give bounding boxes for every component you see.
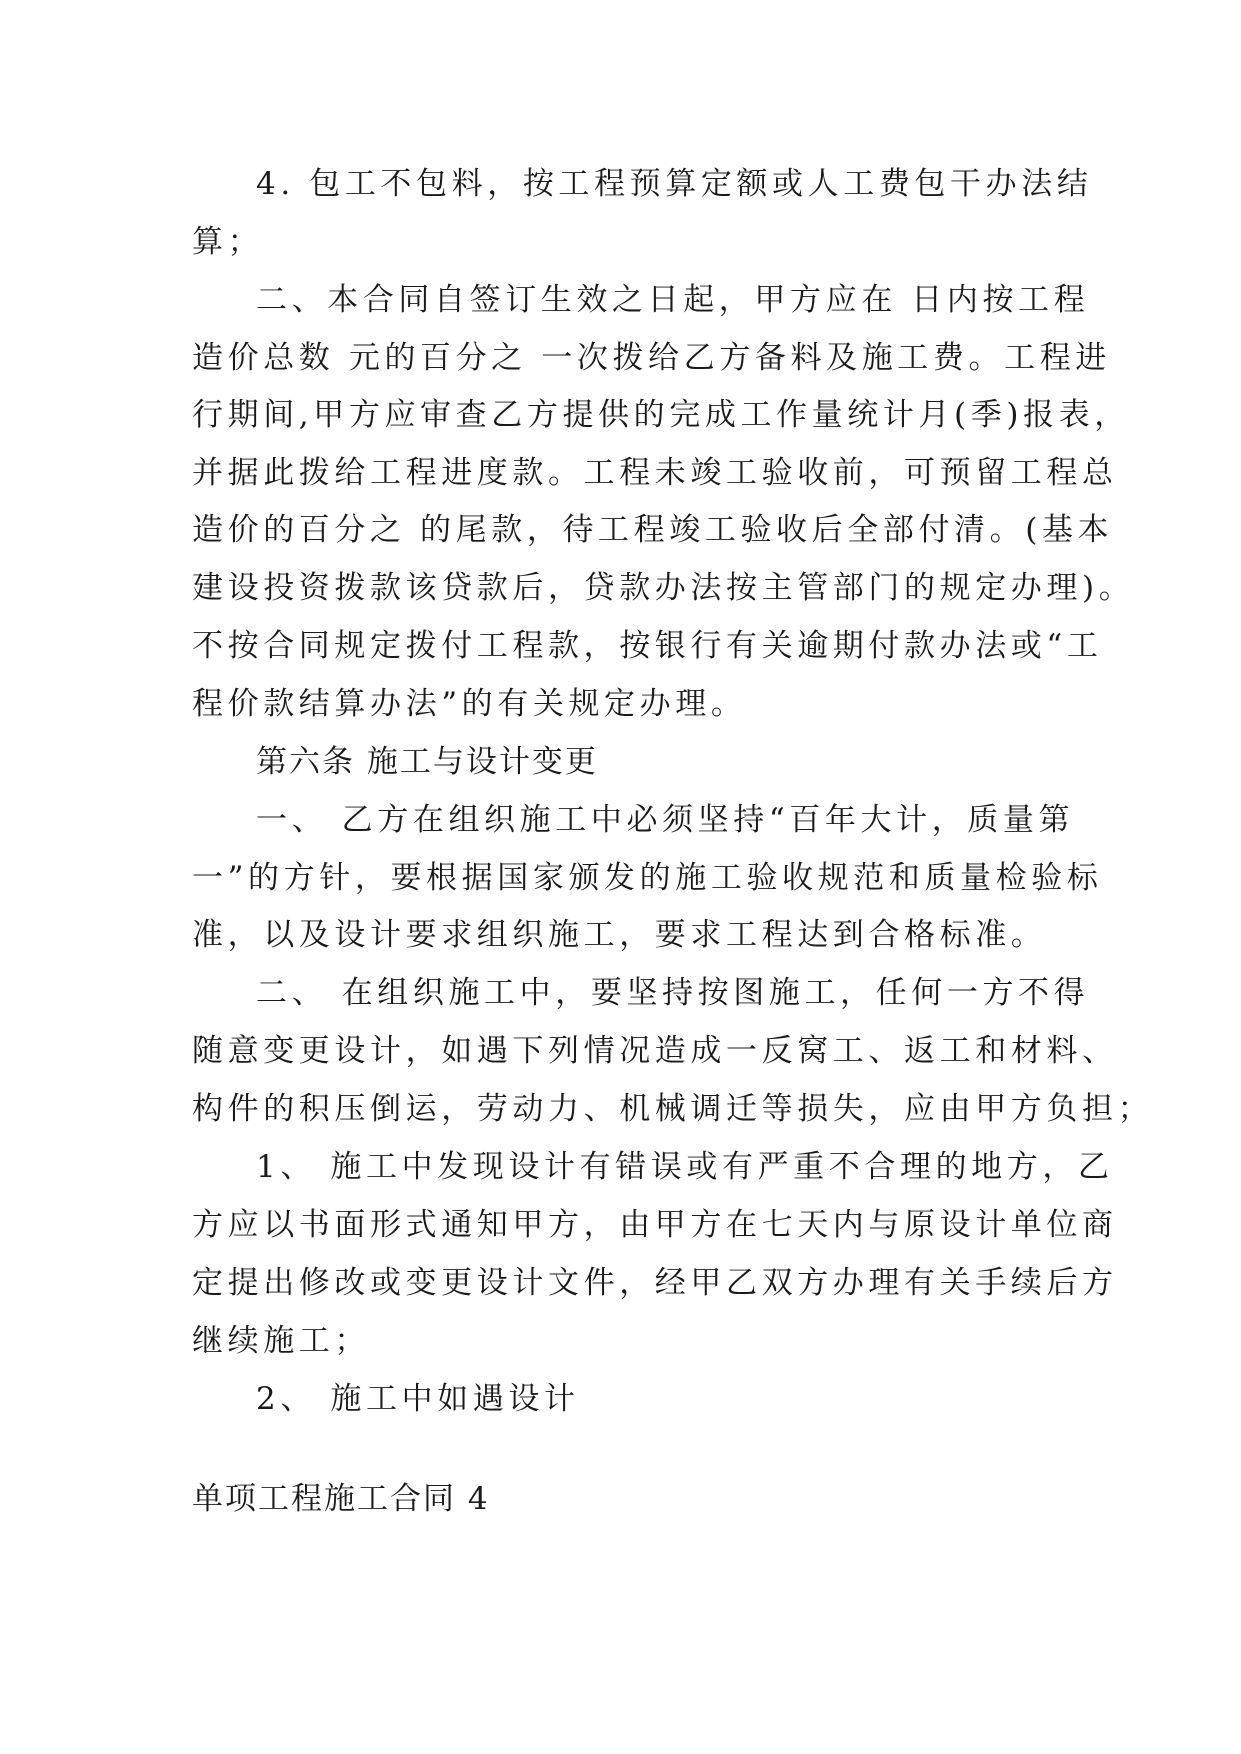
section-heading: 第六条 施工与设计变更 xyxy=(256,744,598,780)
paragraph-line: 继续施工； xyxy=(192,1323,370,1359)
paragraph-line: 程价款结算办法”的有关规定办理。 xyxy=(192,686,747,722)
paragraph-line: 算； xyxy=(192,224,264,260)
paragraph-line: 不按合同规定拨付工程款，按银行有关逾期付款办法或“工 xyxy=(192,628,1103,664)
paragraph-line: 造价的百分之 的尾款，待工程竣工验收后全部付清。(基本 xyxy=(192,512,1114,548)
paragraph-line: 2、 施工中如遇设计 xyxy=(256,1381,580,1417)
paragraph-line: 一”的方针，要根据国家颁发的施工验收规范和质量检验标 xyxy=(192,860,1103,896)
paragraph-line: 一、 乙方在组织施工中必须坚持“百年大计，质量第 xyxy=(256,802,1075,838)
paragraph-line: 造价总数 元的百分之 一次拨给乙方备料及施工费。工程进 xyxy=(192,340,1111,376)
paragraph-line: 准，以及设计要求组织施工，要求工程达到合格标准。 xyxy=(192,917,1047,953)
next-document-title: 单项工程施工合同 4 xyxy=(192,1481,490,1517)
paragraph-line: 定提出修改或变更设计文件，经甲乙双方办理有关手续后方 xyxy=(192,1265,1118,1301)
paragraph-line: 二、 在组织施工中，要坚持按图施工，任何一方不得 xyxy=(256,975,1090,1011)
paragraph-line: 1、 施工中发现设计有错误或有严重不合理的地方，乙 xyxy=(256,1149,1114,1185)
paragraph-line: 二、本合同自签订生效之日起，甲方应在 日内按工程 xyxy=(256,282,1090,318)
paragraph-line: 建设投资拨款该贷款后，贷款办法按主管部门的规定办理)。 xyxy=(192,570,1135,606)
paragraph-line: 构件的积压倒运，劳动力、机械调迁等损失，应由甲方负担； xyxy=(192,1091,1154,1127)
paragraph-line: 并据此拨给工程进度款。工程未竣工验收前，可预留工程总 xyxy=(192,455,1118,491)
paragraph-line: 方应以书面形式通知甲方，由甲方在七天内与原设计单位商 xyxy=(192,1207,1118,1243)
paragraph-line: 4. 包工不包料，按工程预算定额或人工费包干办法结 xyxy=(256,166,1093,202)
paragraph-line: 随意变更设计，如遇下列情况造成一反窝工、返工和材料、 xyxy=(192,1033,1118,1069)
paragraph-line: 行期间,甲方应审查乙方提供的完成工作量统计月(季)报表， xyxy=(192,397,1130,433)
